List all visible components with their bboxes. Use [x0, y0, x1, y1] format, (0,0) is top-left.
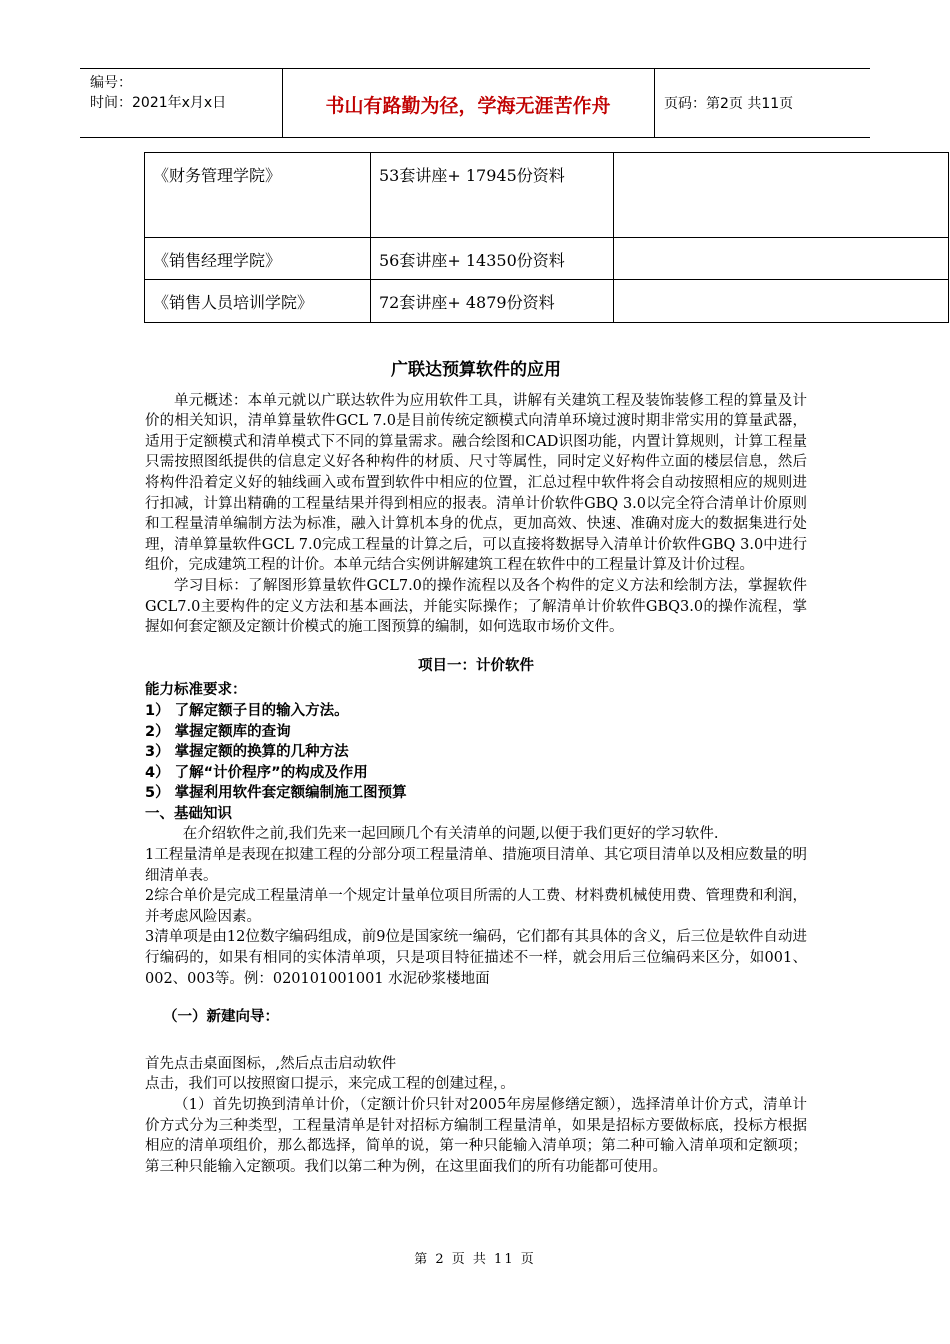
wizard-heading: （一）新建向导： [163, 1009, 279, 1026]
basics-item: 2综合单价是完成工程量清单一个规定计量单位项目所需的人工费、材料费机械使用费、管理费和利润，并考虑风险因素。 [145, 888, 807, 925]
doc-number-label: 编号： [90, 75, 132, 91]
doc-time-label: 时间：2021年x月x日 [90, 95, 227, 111]
resource-note [614, 238, 949, 280]
goals-paragraph: 学习目标：了解图形算量软件GCL7.0的操作流程以及各个构件的定义方法和绘制方法，掌握软件GCL7.0主要构件的定义方法和基本画法，并能实际操作；了解清单计价软件GBQ3.0的操作流程，掌握如何套定额及定额计价模式的施工图预算的编制，如何选取市场价文件。 [145, 577, 807, 636]
wizard-line: 首先点击桌面图标，,然后点击启动软件 [145, 1055, 397, 1072]
resource-name: 《销售人员培训学院》 [145, 280, 371, 323]
ability-item: 3） 掌握定额的换算的几种方法 [145, 744, 349, 761]
ability-item: 2） 掌握定额库的查询 [145, 723, 291, 740]
header-motto: 书山有路勤为径，学海无涯苦作舟 [325, 95, 611, 117]
resource-note [614, 153, 949, 238]
header-page-info: 页码：第2页 共11页 [664, 96, 794, 112]
wizard-step: （1）首先切换到清单计价，（定额计价只针对2005年房屋修缮定额），选择清单计价方式，清单计价方式分为三种类型，工程量清单是针对招标方编制工程量清单，如果是招标方要做标底，投标方根据相应的清单项组价，那么都选择，简单的说，第一种只能输入清单项；第二种可输入清单项和定额项；第三种只能输入定额项。我们以第二种为例，在这里面我们的所有功能都可使用。 [145, 1097, 807, 1175]
page-header [80, 68, 870, 138]
ability-item: 1） 了解定额子目的输入方法。 [145, 702, 349, 719]
table-row [145, 280, 949, 323]
resource-detail: 56套讲座+ 14350份资料 [371, 238, 614, 280]
page-footer: 第 2 页 共 11 页 [414, 1252, 536, 1267]
header-divider [654, 69, 655, 137]
resource-detail: 53套讲座+ 17945份资料 [371, 153, 614, 238]
ability-item: 5） 掌握利用软件套定额编制施工图预算 [145, 785, 407, 802]
basics-item: 1工程量清单是表现在拟建工程的分部分项工程量清单、措施项目清单、其它项目清单以及相应数量的明细清单表。 [145, 847, 807, 884]
article-body [145, 360, 807, 1177]
header-meta [90, 73, 226, 113]
resource-table [144, 152, 949, 323]
ability-item: 4） 了解“计价程序”的构成及作用 [145, 764, 368, 781]
resource-name: 《财务管理学院》 [145, 153, 371, 238]
basics-heading: 一、基础知识 [145, 805, 232, 822]
resource-detail: 72套讲座+ 4879份资料 [371, 280, 614, 323]
basics-item: 3清单项是由12位数字编码组成，前9位是国家统一编码，它们都有其具体的含义，后三位是软件自动进行编码的，如果有相同的实体清单项，只是项目特征描述不一样，就会用后三位编码来区分，如001、002、003等。例：020101001001 水泥砂浆楼地面 [145, 929, 807, 987]
project-title: 项目一：计价软件 [418, 657, 534, 674]
overview-paragraph: 单元概述：本单元就以广联达软件为应用软件工具，讲解有关建筑工程及装饰装修工程的算量及计价的相关知识，清单算量软件GCL 7.0是目前传统定额模式向清单环境过渡时期非常实用的算量武器，适用于定额模式和清单模式下不同的算量需求。融合绘图和CAD识图功能，内置计算规则，计算工程量只需按照图纸提供的信息定义好各种构件的材质、尺寸等属性，同时定义好构件立面的楼层信息，然后将构件沿着定义好的轴线画入或布置到软件中相应的位置，汇总过程中软件将会自动按照相应的规则进行扣减，计算出精确的工程量结果并得到相应的报表。清单计价软件GBQ 3.0以完全符合清单计价原则和工程量清单编制方法为标准，融入计算机本身的优点，更加高效、快速、准确对庞大的数据集进行处理，清单算量软件GCL 7.0完成工程量的计算之后，可以直接将数据导入清单计价软件GBQ 3.0中进行组价，完成建筑工程的计价。本单元结合实例讲解建筑工程在软件中的工程量计算及计价过程。 [145, 392, 807, 574]
resource-note [614, 280, 949, 323]
article-title: 广联达预算软件的应用 [391, 360, 561, 380]
basics-intro: 在介绍软件之前,我们先来一起回顾几个有关清单的问题,以便于我们更好的学习软件. [182, 826, 719, 843]
table-row [145, 238, 949, 280]
ability-heading: 能力标准要求： [145, 682, 247, 699]
resource-name: 《销售经理学院》 [145, 238, 371, 280]
table-row [145, 153, 949, 238]
wizard-line: 点击，我们可以按照窗口提示，来完成工程的创建过程，。 [145, 1076, 515, 1093]
